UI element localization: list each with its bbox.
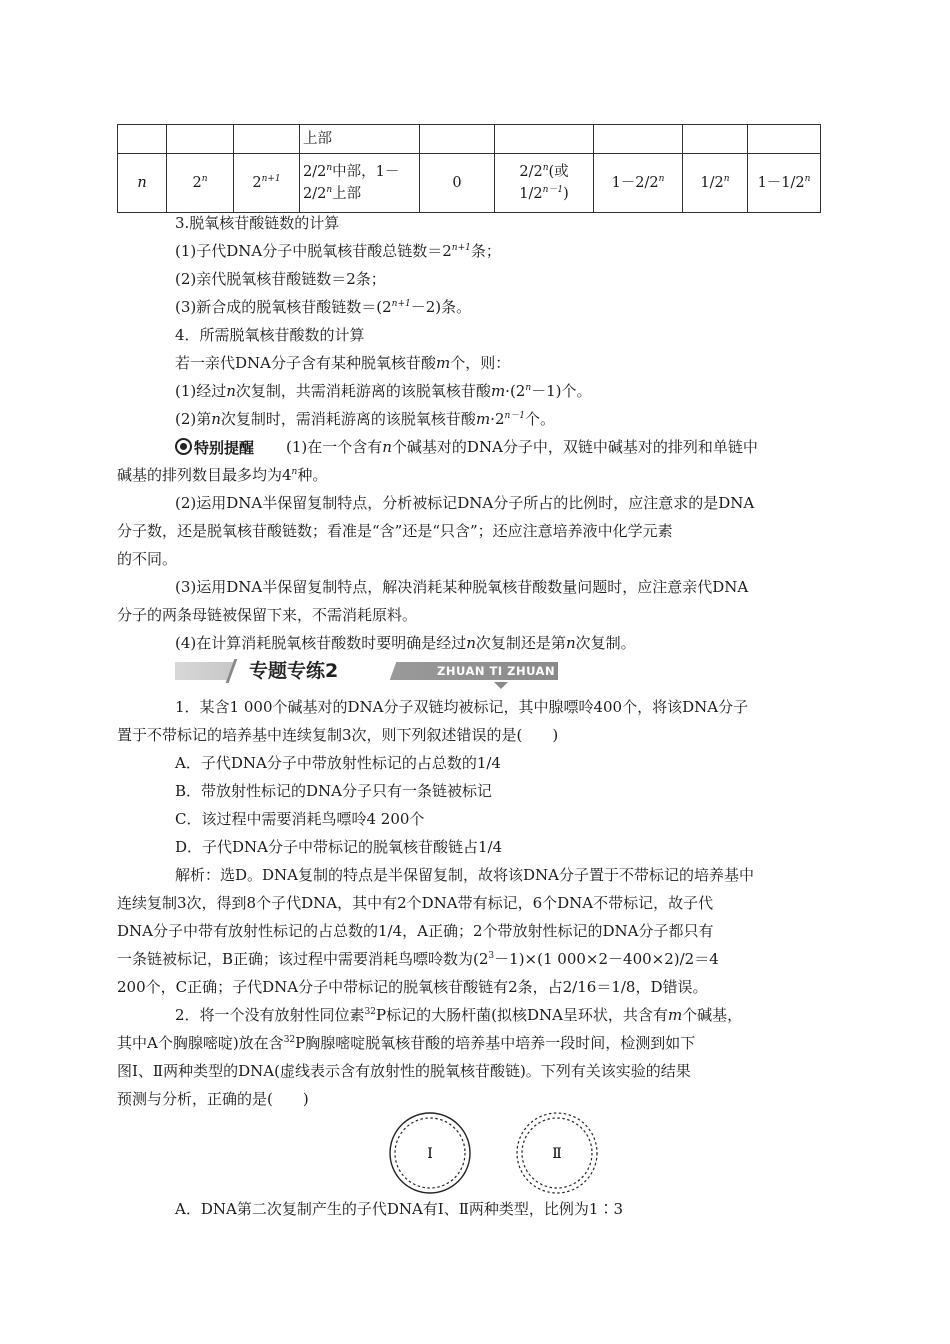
section3-line1 bbox=[175, 241, 501, 261]
cell-text: 1－1/2 bbox=[757, 175, 805, 191]
text: (2)第 bbox=[175, 410, 212, 428]
sup: n－1 bbox=[504, 411, 526, 421]
table-cell bbox=[167, 125, 234, 154]
cell-text: n bbox=[137, 175, 147, 191]
section4-line2 bbox=[175, 409, 555, 429]
q1-answer-line4 bbox=[117, 949, 719, 969]
text: 条； bbox=[470, 242, 501, 260]
cell-text: 1/2 bbox=[700, 175, 724, 191]
var: n bbox=[211, 410, 221, 428]
var: n bbox=[565, 634, 576, 652]
text: 种。 bbox=[297, 466, 328, 484]
table-cell bbox=[300, 154, 420, 213]
cell-text: 2/2 bbox=[303, 164, 327, 180]
note-p1-line2 bbox=[117, 465, 327, 485]
cell-text: (或 bbox=[548, 164, 569, 180]
text: (3)新合成的脱氧核苷酸链数＝(2 bbox=[175, 298, 392, 316]
text: 个碱基对的DNA分子中，双链中碱基对的排列和单链中 bbox=[391, 438, 758, 456]
table-cell bbox=[683, 125, 748, 154]
text: 个。 bbox=[525, 410, 556, 428]
text: 次复制时，需消耗游离的该脱氧核苷酸 bbox=[220, 410, 476, 428]
q1-option-c: C．该过程中需要消耗鸟嘌呤4 200个 bbox=[175, 810, 425, 828]
cell-sup: n+1 bbox=[261, 174, 281, 184]
table-row bbox=[118, 154, 821, 213]
q1-stem-line2: 置于不带标记的培养基中连续复制3次，则下列叙述错误的是( ) bbox=[117, 726, 559, 744]
table-cell bbox=[300, 125, 420, 154]
note-icon bbox=[175, 438, 192, 455]
text: ·2 bbox=[490, 410, 505, 428]
q2-stem-line3: 图Ⅰ、Ⅱ两种类型的DNA(虚线表示含有放射性的脱氧核苷酸链)。下列有关该实验的结果 bbox=[117, 1062, 691, 1080]
table-cell bbox=[748, 125, 821, 154]
var: m bbox=[475, 410, 491, 428]
var: m bbox=[436, 354, 451, 372]
sup: 32 bbox=[283, 1035, 296, 1045]
text: 次复制。 bbox=[575, 634, 636, 652]
practice-banner bbox=[175, 659, 558, 692]
table-cell bbox=[167, 154, 234, 213]
section4-heading: 4．所需脱氧核苷酸数的计算 bbox=[175, 326, 365, 344]
text: (1)子代DNA分子中脱氧核苷酸总链数＝2 bbox=[175, 242, 452, 260]
special-note-label bbox=[175, 437, 254, 458]
section3-line2: (2)亲代脱氧核苷酸链数＝2条； bbox=[175, 270, 386, 288]
text: 个，则： bbox=[450, 354, 511, 372]
text: 若一亲代DNA分子含有某种脱氧核苷酸 bbox=[175, 354, 436, 372]
q2-stem-line2 bbox=[117, 1033, 695, 1053]
cell-sup: n bbox=[326, 163, 333, 173]
section4-line1 bbox=[175, 381, 592, 401]
cell-text: 2/2 bbox=[519, 164, 543, 180]
cell-sup: n bbox=[201, 174, 208, 184]
text: －2)条。 bbox=[410, 298, 472, 316]
cell-sup: n bbox=[723, 174, 730, 184]
text: －1)×(1 000×2－400×2)/2＝4 bbox=[494, 950, 719, 968]
banner-title: 专题专练2 bbox=[249, 660, 339, 682]
table-cell bbox=[594, 125, 683, 154]
note-p2-line2: 分子数，还是脱氧核苷酸链数；看准是“含”还是“只含”；还应注意培养液中化学元素 bbox=[117, 522, 673, 540]
dna-type-2-figure bbox=[514, 1110, 600, 1196]
note-label-text: 特别提醒 bbox=[194, 439, 255, 457]
table-cell bbox=[420, 154, 495, 213]
text: P胸腺嘧啶脱氧核苷酸的培养基中培养一段时间，检测到如下 bbox=[295, 1034, 696, 1052]
var: m bbox=[667, 1006, 683, 1024]
cell-text: 2/2 bbox=[303, 186, 327, 202]
replication-table bbox=[117, 124, 821, 213]
cell-sup: n bbox=[542, 163, 549, 173]
q1-answer-line5: 200个，C正确；子代DNA分子中带标记的脱氧核苷酸链有2条，占2/16＝1/8，D错误。 bbox=[117, 978, 708, 996]
var: n bbox=[382, 438, 392, 456]
text: ·(2 bbox=[505, 382, 526, 400]
var: n bbox=[226, 382, 236, 400]
table-cell bbox=[420, 125, 495, 154]
var: m bbox=[490, 382, 506, 400]
cell-text: 上部 bbox=[332, 186, 362, 202]
cell-text: 2 bbox=[192, 175, 202, 191]
q2-stem-line4: 预测与分析，正确的是( ) bbox=[117, 1090, 309, 1108]
q2-option-a: A．DNA第二次复制产生的子代DNA有Ⅰ、Ⅱ两种类型，比例为1∶3 bbox=[175, 1200, 624, 1218]
sup: n+1 bbox=[451, 243, 471, 253]
table-cell bbox=[594, 154, 683, 213]
cell-sup: n－1 bbox=[542, 185, 564, 195]
table-cell bbox=[683, 154, 748, 213]
table-cell bbox=[495, 125, 594, 154]
sup: n+1 bbox=[391, 299, 411, 309]
text: 次复制，共需消耗游离的该脱氧核苷酸 bbox=[235, 382, 491, 400]
q1-option-d: D．子代DNA分子中带标记的脱氧核苷酸链占1/4 bbox=[175, 838, 503, 856]
table-cell bbox=[118, 125, 167, 154]
sup: 3 bbox=[488, 951, 495, 961]
text: (4)在计算消耗脱氧核苷酸数时要明确是经过 bbox=[175, 634, 467, 652]
cell-text: 1－2/2 bbox=[611, 175, 659, 191]
cell-text: 0 bbox=[452, 175, 462, 191]
note-p2-line3: 的不同。 bbox=[117, 550, 178, 568]
q1-option-a: A．子代DNA分子中带放射性标记的占总数的1/4 bbox=[175, 754, 501, 772]
table-cell bbox=[234, 154, 300, 213]
note-p4 bbox=[175, 633, 636, 653]
text: 其中A个胸腺嘧啶)放在含 bbox=[117, 1034, 284, 1052]
text: P标记的大肠杆菌(拟核DNA呈环状，共含有 bbox=[376, 1006, 668, 1024]
section3-line3 bbox=[175, 297, 471, 317]
text: 一条链被标记，B正确；该过程中需要消耗鸟嘌呤数为(2 bbox=[117, 950, 489, 968]
note-p2-line1: (2)运用DNA半保留复制特点，分析被标记DNA分子所占的比例时，应注意求的是DNA bbox=[175, 494, 755, 512]
sup: 32 bbox=[364, 1007, 376, 1017]
text: 个碱基， bbox=[682, 1006, 743, 1024]
sup: n bbox=[525, 383, 532, 393]
section4-intro bbox=[175, 353, 510, 373]
table-cell bbox=[234, 125, 300, 154]
section3-heading: 3.脱氧核苷酸链数的计算 bbox=[175, 214, 340, 232]
cell-text: 上部 bbox=[303, 131, 332, 147]
q1-answer-line1: 解析：选D。DNA复制的特点是半保留复制，故将该DNA分子置于不带标记的培养基中 bbox=[175, 866, 754, 884]
text: 次复制还是第 bbox=[475, 634, 566, 652]
cell-sup: n bbox=[326, 185, 333, 195]
cell-text: 1/2 bbox=[519, 186, 543, 202]
var: n bbox=[466, 634, 476, 652]
text: 碱基的排列数目最多均为4 bbox=[117, 466, 292, 484]
banner-subtitle: ZHUAN TI ZHUAN LIAN bbox=[437, 664, 556, 692]
cell-text: 2 bbox=[252, 175, 262, 191]
q1-stem-line1: 1．某含1 000个碱基对的DNA分子双链均被标记，其中腺嘌呤400个，将该DNA分子 bbox=[175, 698, 749, 716]
table-row bbox=[118, 125, 821, 154]
text: (1)在一个含有 bbox=[286, 438, 383, 456]
note-p3-line1: (3)运用DNA半保留复制特点，解决消耗某种脱氧核苷酸数量问题时，应注意亲代DNA bbox=[175, 578, 749, 596]
text: 2．将一个没有放射性同位素 bbox=[175, 1006, 365, 1024]
cell-sup: n bbox=[658, 174, 665, 184]
dna-type-2-label: Ⅱ bbox=[552, 1146, 562, 1162]
banner-pointer-icon bbox=[494, 682, 508, 690]
table-cell bbox=[748, 154, 821, 213]
note-p1-line1 bbox=[286, 437, 758, 457]
cell-text: 中部，1－ bbox=[332, 164, 400, 180]
table-cell bbox=[495, 154, 594, 213]
cell-text: ) bbox=[563, 186, 569, 202]
q1-answer-line2: 连续复制3次，得到8个子代DNA，其中有2个DNA带有标记，6个DNA不带标记，故子代 bbox=[117, 894, 714, 912]
note-p3-line2: 分子的两条母链被保留下来，不需消耗原料。 bbox=[117, 606, 418, 624]
dna-type-1-label: Ⅰ bbox=[427, 1146, 433, 1162]
q2-stem-line1 bbox=[175, 1005, 742, 1025]
text: －1)个。 bbox=[531, 382, 592, 400]
text: (1)经过 bbox=[175, 382, 227, 400]
cell-sup: n bbox=[804, 174, 811, 184]
dna-type-1-figure bbox=[387, 1110, 473, 1196]
sup: n bbox=[291, 467, 298, 477]
table-cell bbox=[118, 154, 167, 213]
q1-option-b: B．带放射性标记的DNA分子只有一条链被标记 bbox=[175, 782, 493, 800]
q1-answer-line3: DNA分子中带有放射性标记的占总数的1/4，A正确；2个带放射性标记的DNA分子都只有 bbox=[117, 922, 714, 940]
